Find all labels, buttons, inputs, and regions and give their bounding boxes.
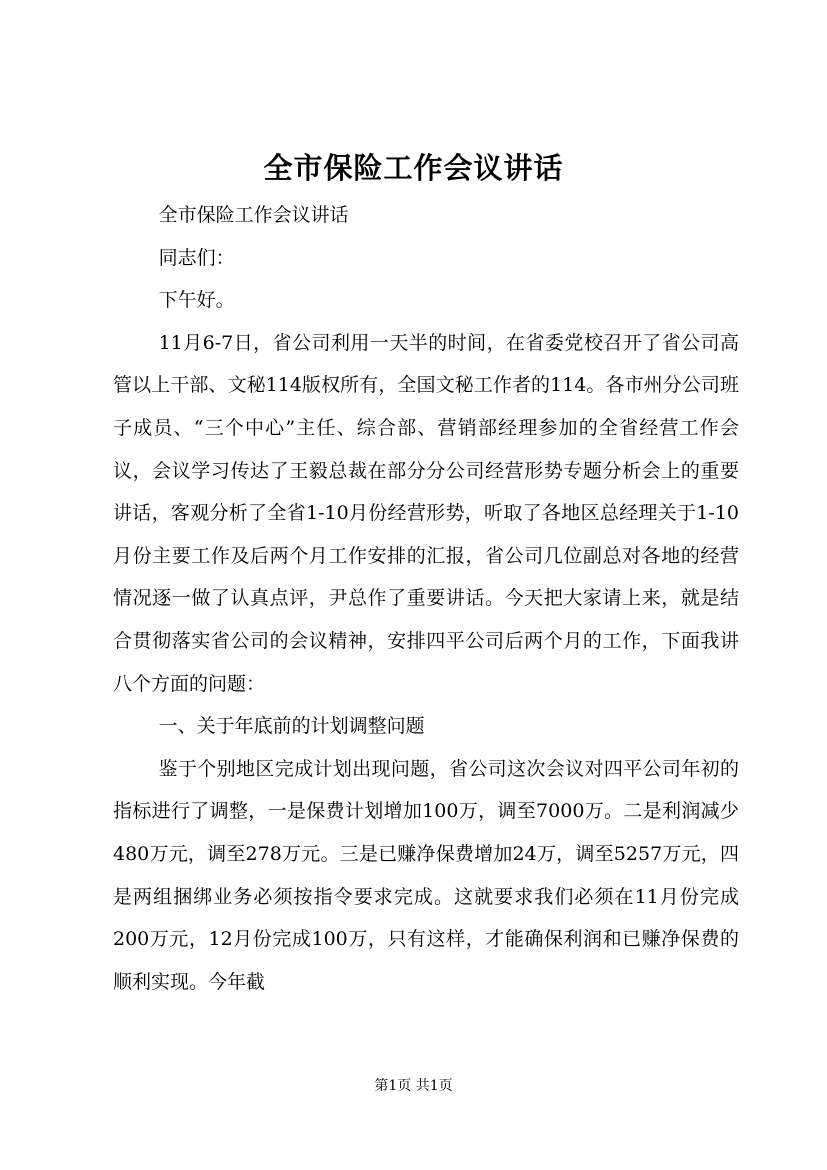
paragraph-salutation: 同志们： (158, 246, 235, 269)
document-body (113, 194, 739, 1003)
page-footer: 第1页 共1页 (374, 1078, 453, 1094)
paragraph-subtitle: 全市保险工作会议讲话 (158, 204, 349, 226)
document-title: 全市保险工作会议讲话 (263, 151, 564, 185)
paragraph-plan-adjustment: 鉴于个别地区完成计划出现问题，省公司这次会议对四平公司年初的指标进行了调整，一是保费计划增加100万，调至7000万。二是利润减少480万元，调至278万元。三是已赚净保费增加24万，调至5257万元，四是两组捆绑业务必须按指令要求完成。这就要求我们必须在11月份完成200万元，12月份完成100万，只有这样，才能确保利润和已赚净保费的顺利实现。今年截 (113, 757, 739, 993)
paragraph-greeting: 下午好。 (158, 289, 235, 312)
section-heading-1: 一、关于年底前的计划调整问题 (158, 715, 425, 738)
paragraph-intro: 11月6-7日，省公司利用一天半的时间，在省委党校召开了省公司高管以上干部、文秘114版权所有，全国文秘工作者的114。各市州分公司班子成员、“三个中心”主任、综合部、营销部经理参加的全省经营工作会议，会议学习传达了王毅总裁在部分分公司经营形势专题分析会上的重要讲话，客观分析了全省1-10月份经营形势，听取了各地区总经理关于1-10月份主要工作及后两个月工作安排的汇报，省公司几位副总对各地的经营情况逐一做了认真点评，尹总作了重要讲话。今天把大家请上来，就是结合贯彻落实省公司的会议精神，安排四平公司后两个月的工作，下面我讲八个方面的问题： (113, 331, 739, 695)
